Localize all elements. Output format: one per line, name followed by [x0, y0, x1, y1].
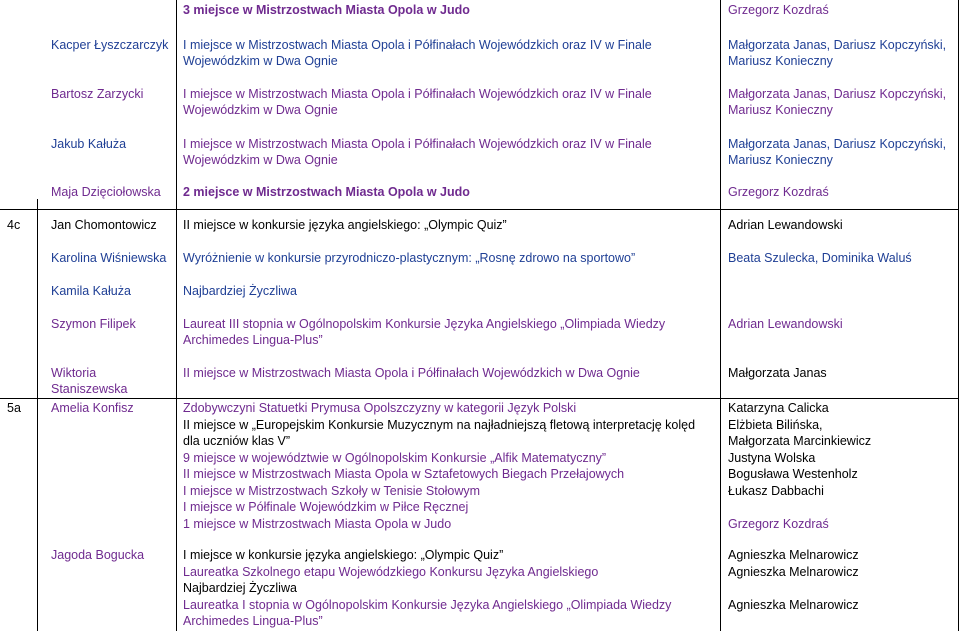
teacher-line: Grzegorz Kozdraś [728, 516, 829, 531]
achievement-cell: 2 miejsce w Mistrzostwach Miasta Opola w Judo [183, 185, 470, 199]
achievement-cell: 3 miejsce w Mistrzostwach Miasta Opola w Judo [183, 3, 470, 17]
achievement-cell-cont: Wojewódzkim w Dwa Ognie [183, 153, 338, 167]
teacher-cell-cont: Mariusz Konieczny [728, 54, 833, 68]
achievement-line: Archimedes Lingua-Plus” [183, 614, 323, 628]
teacher-line: Justyna Wolska [728, 450, 816, 465]
column-divider-teacher-left [720, 0, 721, 631]
teacher-cell: Beata Szulecka, Dominika Waluś [728, 251, 912, 265]
achievement-cell: II miejsce w Mistrzostwach Miasta Opola i Półfinałach Wojewódzkich w Dwa Ognie [183, 366, 640, 380]
achievement-line: 1 miejsce w Mistrzostwach Miasta Opola w Judo [183, 516, 452, 531]
student-name-cont: Staniszewska [51, 382, 128, 396]
teacher-cell: Adrian Lewandowski [728, 317, 843, 331]
student-name: Maja Dzięciołowska [51, 185, 161, 199]
teacher-line [728, 580, 859, 597]
teacher-line [728, 499, 871, 516]
teacher-line: Łukasz Dabbachi [728, 483, 824, 498]
achievement-line: 9 miejsce w województwie w Ogólnopolskim Konkursie „Alfik Matematyczny” [183, 450, 607, 465]
achievement-cell: Najbardziej Życzliwa [183, 284, 297, 298]
student-name: Kamila Kałuża [51, 284, 131, 298]
column-divider-name-left [37, 199, 38, 631]
teacher-list [728, 400, 871, 532]
student-name: Karolina Wiśniewska [51, 251, 167, 265]
teacher-cell: Małgorzata Janas, Dariusz Kopczyński, [728, 38, 947, 52]
teacher-cell: Małgorzata Janas [728, 366, 827, 380]
achievement-line: I miejsce w konkursie języka angielskiego: „Olympic Quiz” [183, 548, 504, 562]
teacher-cell: Małgorzata Janas, Dariusz Kopczyński, [728, 87, 947, 101]
achievement-cell: I miejsce w Mistrzostwach Miasta Opola i Półfinałach Wojewódzkich oraz IV w Finale [183, 38, 652, 52]
teacher-line: Agnieszka Melnarowicz [728, 597, 859, 612]
teacher-line: Elżbieta Bilińska, [728, 417, 823, 432]
class-label-4c: 4c [7, 218, 21, 232]
achievement-line: dla uczniów klas V” [183, 434, 290, 448]
teacher-line: Agnieszka Melnarowicz [728, 548, 859, 562]
student-name: Wiktoria [51, 366, 97, 380]
achievement-cell: I miejsce w Mistrzostwach Miasta Opola i Półfinałach Wojewódzkich oraz IV w Finale [183, 137, 652, 151]
achievement-cell: II miejsce w konkursie języka angielskiego: „Olympic Quiz” [183, 218, 507, 232]
achievement-cell: Wyróżnienie w konkursie przyrodniczo-plastycznym: „Rosnę zdrowo na sportowo” [183, 251, 636, 265]
achievement-list [183, 400, 695, 532]
student-name: Amelia Konfisz [51, 401, 134, 415]
teacher-cell-cont: Mariusz Konieczny [728, 103, 833, 117]
teacher-cell-cont: Mariusz Konieczny [728, 153, 833, 167]
teacher-cell: Małgorzata Janas, Dariusz Kopczyński, [728, 137, 947, 151]
teacher-cell: Adrian Lewandowski [728, 218, 843, 232]
row-divider-5a [0, 398, 959, 399]
teacher-line: Bogusława Westenholz [728, 467, 858, 481]
teacher-cell: Grzegorz Kozdraś [728, 185, 829, 199]
teacher-line: Małgorzata Marcinkiewicz [728, 434, 872, 448]
achievement-line: II miejsce w Mistrzostwach Miasta Opola w Sztafetowych Biegach Przełajowych [183, 467, 625, 481]
achievement-line: Laureatka Szkolnego etapu Wojewódzkiego Konkursu Języka Angielskiego [183, 564, 599, 579]
student-name: Jan Chomontowicz [51, 218, 157, 232]
teacher-line: Katarzyna Calicka [728, 401, 829, 415]
column-divider-achievement-left [176, 0, 177, 631]
student-name: Jakub Kałuża [51, 137, 127, 151]
achievement-line: I miejsce w Mistrzostwach Szkoły w Tenisie Stołowym [183, 483, 481, 498]
student-name: Kacper Łyszczarczyk [51, 38, 169, 52]
achievement-line: Najbardziej Życzliwa [183, 581, 297, 595]
achievement-cell-cont: Archimedes Lingua-Plus” [183, 333, 323, 347]
achievement-cell-cont: Wojewódzkim w Dwa Ognie [183, 54, 338, 68]
achievement-list [183, 547, 671, 630]
student-name: Jagoda Bogucka [51, 548, 145, 562]
student-name: Szymon Filipek [51, 317, 136, 331]
achievement-cell-cont: Wojewódzkim w Dwa Ognie [183, 103, 338, 117]
student-name: Bartosz Zarzycki [51, 87, 144, 101]
teacher-line: Agnieszka Melnarowicz [728, 564, 859, 579]
class-label-5a: 5a [7, 401, 21, 415]
achievement-cell: Laureat III stopnia w Ogólnopolskim Konkursie Języka Angielskiego „Olimpiada Wiedzy [183, 317, 666, 331]
row-divider-4c [0, 209, 959, 210]
teacher-list [728, 547, 859, 613]
table-right-border [958, 0, 959, 631]
achievement-cell: I miejsce w Mistrzostwach Miasta Opola i Półfinałach Wojewódzkich oraz IV w Finale [183, 87, 652, 101]
achievement-line: I miejsce w Półfinale Wojewódzkim w Piłce Ręcznej [183, 500, 469, 514]
achievement-line: Laureatka I stopnia w Ogólnopolskim Konkursie Języka Angielskiego „Olimpiada Wiedzy [183, 597, 672, 612]
achievement-line: Zdobywczyni Statuetki Prymusa Opolszczyzny w kategorii Język Polski [183, 401, 577, 415]
achievement-line: II miejsce w „Europejskim Konkursie Muzycznym na najładniejszą fletową interpretację kolęd [183, 417, 696, 432]
teacher-cell: Grzegorz Kozdraś [728, 3, 829, 17]
